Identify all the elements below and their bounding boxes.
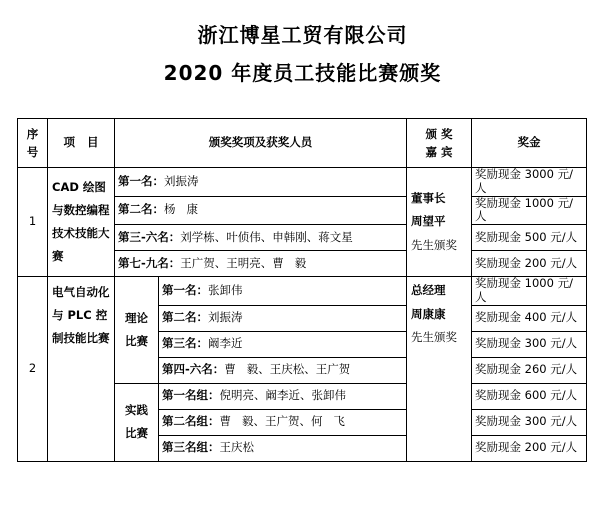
prize-cell: 奖励现金 200 元/人 (472, 251, 587, 277)
group1-row2-award (115, 196, 407, 225)
group2-practice-row3-award (159, 435, 407, 461)
winner-names: 曹 毅、王广贺、何 飞 (219, 414, 345, 429)
prize-cell: 奖励现金 300 元/人 (472, 409, 587, 435)
prize-cell: 奖励现金 260 元/人 (472, 357, 587, 383)
header-presenters: 颁 奖 嘉 宾 (407, 119, 472, 168)
group2-practice-row2-award (159, 409, 407, 435)
header-no: 序 号 (18, 119, 48, 168)
header-winners: 颁奖奖项及获奖人员 (115, 119, 407, 168)
title-company: 浙江博星工贸有限公司 (197, 23, 408, 47)
group1-presenters (407, 168, 472, 277)
table-row (18, 168, 587, 197)
group2-theory-row1-award (159, 277, 407, 306)
header-item: 项 目 (48, 119, 115, 168)
prize-cell: 奖励现金 400 元/人 (472, 305, 587, 331)
group1-row1-award (115, 168, 407, 197)
prize-cell: 奖励现金 3000 元/人 (472, 168, 587, 197)
group2-presenters (407, 277, 472, 384)
group1-no: 1 (18, 168, 48, 277)
title-event: 2020 年度员工技能比赛颁奖 (163, 61, 442, 85)
prize-cell: 奖励现金 200 元/人 (472, 435, 587, 461)
winner-names: 杨 康 (164, 202, 198, 217)
presenter-name: 周望平 (411, 214, 446, 229)
group2-practice-row1-award (159, 383, 407, 409)
rank-label: 第四-六名： (162, 362, 225, 377)
group2-theory-row4-award (159, 357, 407, 383)
rank-label: 第三名： (162, 336, 208, 351)
award-table (17, 118, 587, 462)
prize-cell: 奖励现金 600 元/人 (472, 383, 587, 409)
presenter-name: 周康康 (411, 306, 446, 321)
group1-row4-award (115, 251, 407, 277)
rank-label: 第二名： (162, 310, 208, 325)
prize-cell: 奖励现金 300 元/人 (472, 331, 587, 357)
group2-theory-row3-award (159, 331, 407, 357)
prize-cell: 奖励现金 500 元/人 (472, 225, 587, 251)
winner-names: 曹 毅、王庆松、王广贺 (224, 362, 351, 377)
rank-label: 第一名： (162, 283, 208, 298)
table-row (18, 277, 587, 306)
rank-label: 第三-六名： (118, 229, 181, 244)
group2-presenters-continued (407, 383, 472, 461)
group1-item: CAD 绘图与数控编程技术技能大赛 (48, 168, 115, 277)
winner-names: 倪明亮、阚李近、张卸伟 (219, 388, 346, 403)
rank-label: 第三名组： (162, 440, 220, 455)
group2-item-continued (48, 383, 115, 461)
presenter-title: 总经理 (411, 283, 446, 298)
rank-label: 第一名： (118, 173, 164, 188)
rank-label: 第七-九名： (118, 255, 181, 270)
presenter-suffix: 先生颁奖 (411, 330, 457, 345)
table-row (18, 383, 587, 409)
rank-label: 第二名组： (162, 414, 220, 429)
theory-label: 理论 比赛 (115, 277, 159, 384)
prize-cell: 奖励现金 1000 元/人 (472, 277, 587, 306)
table-header-row (18, 119, 587, 168)
group2-no: 2 (18, 277, 48, 462)
winner-names: 阚李近 (208, 336, 243, 351)
group2-item: 电气自动化与 PLC 控制技能比赛 (48, 277, 115, 384)
winner-names: 刘学栋、叶侦伟、申韩刚、蒋文星 (180, 229, 353, 244)
presenter-title: 董事长 (411, 190, 446, 205)
winner-names: 王庆松 (219, 440, 254, 455)
header-prize: 奖金 (472, 119, 587, 168)
winner-names: 刘振涛 (208, 310, 243, 325)
winner-names: 张卸伟 (208, 283, 243, 298)
practice-label: 实践 比赛 (115, 383, 159, 461)
presenter-suffix: 先生颁奖 (411, 237, 457, 252)
group1-row3-award (115, 225, 407, 251)
winner-names: 王广贺、王明亮、曹 毅 (180, 255, 307, 270)
winner-names: 刘振涛 (164, 173, 199, 188)
rank-label: 第二名： (118, 202, 164, 217)
group2-theory-row2-award (159, 305, 407, 331)
prize-cell: 奖励现金 1000 元/人 (472, 196, 587, 225)
rank-label: 第一名组： (162, 388, 220, 403)
